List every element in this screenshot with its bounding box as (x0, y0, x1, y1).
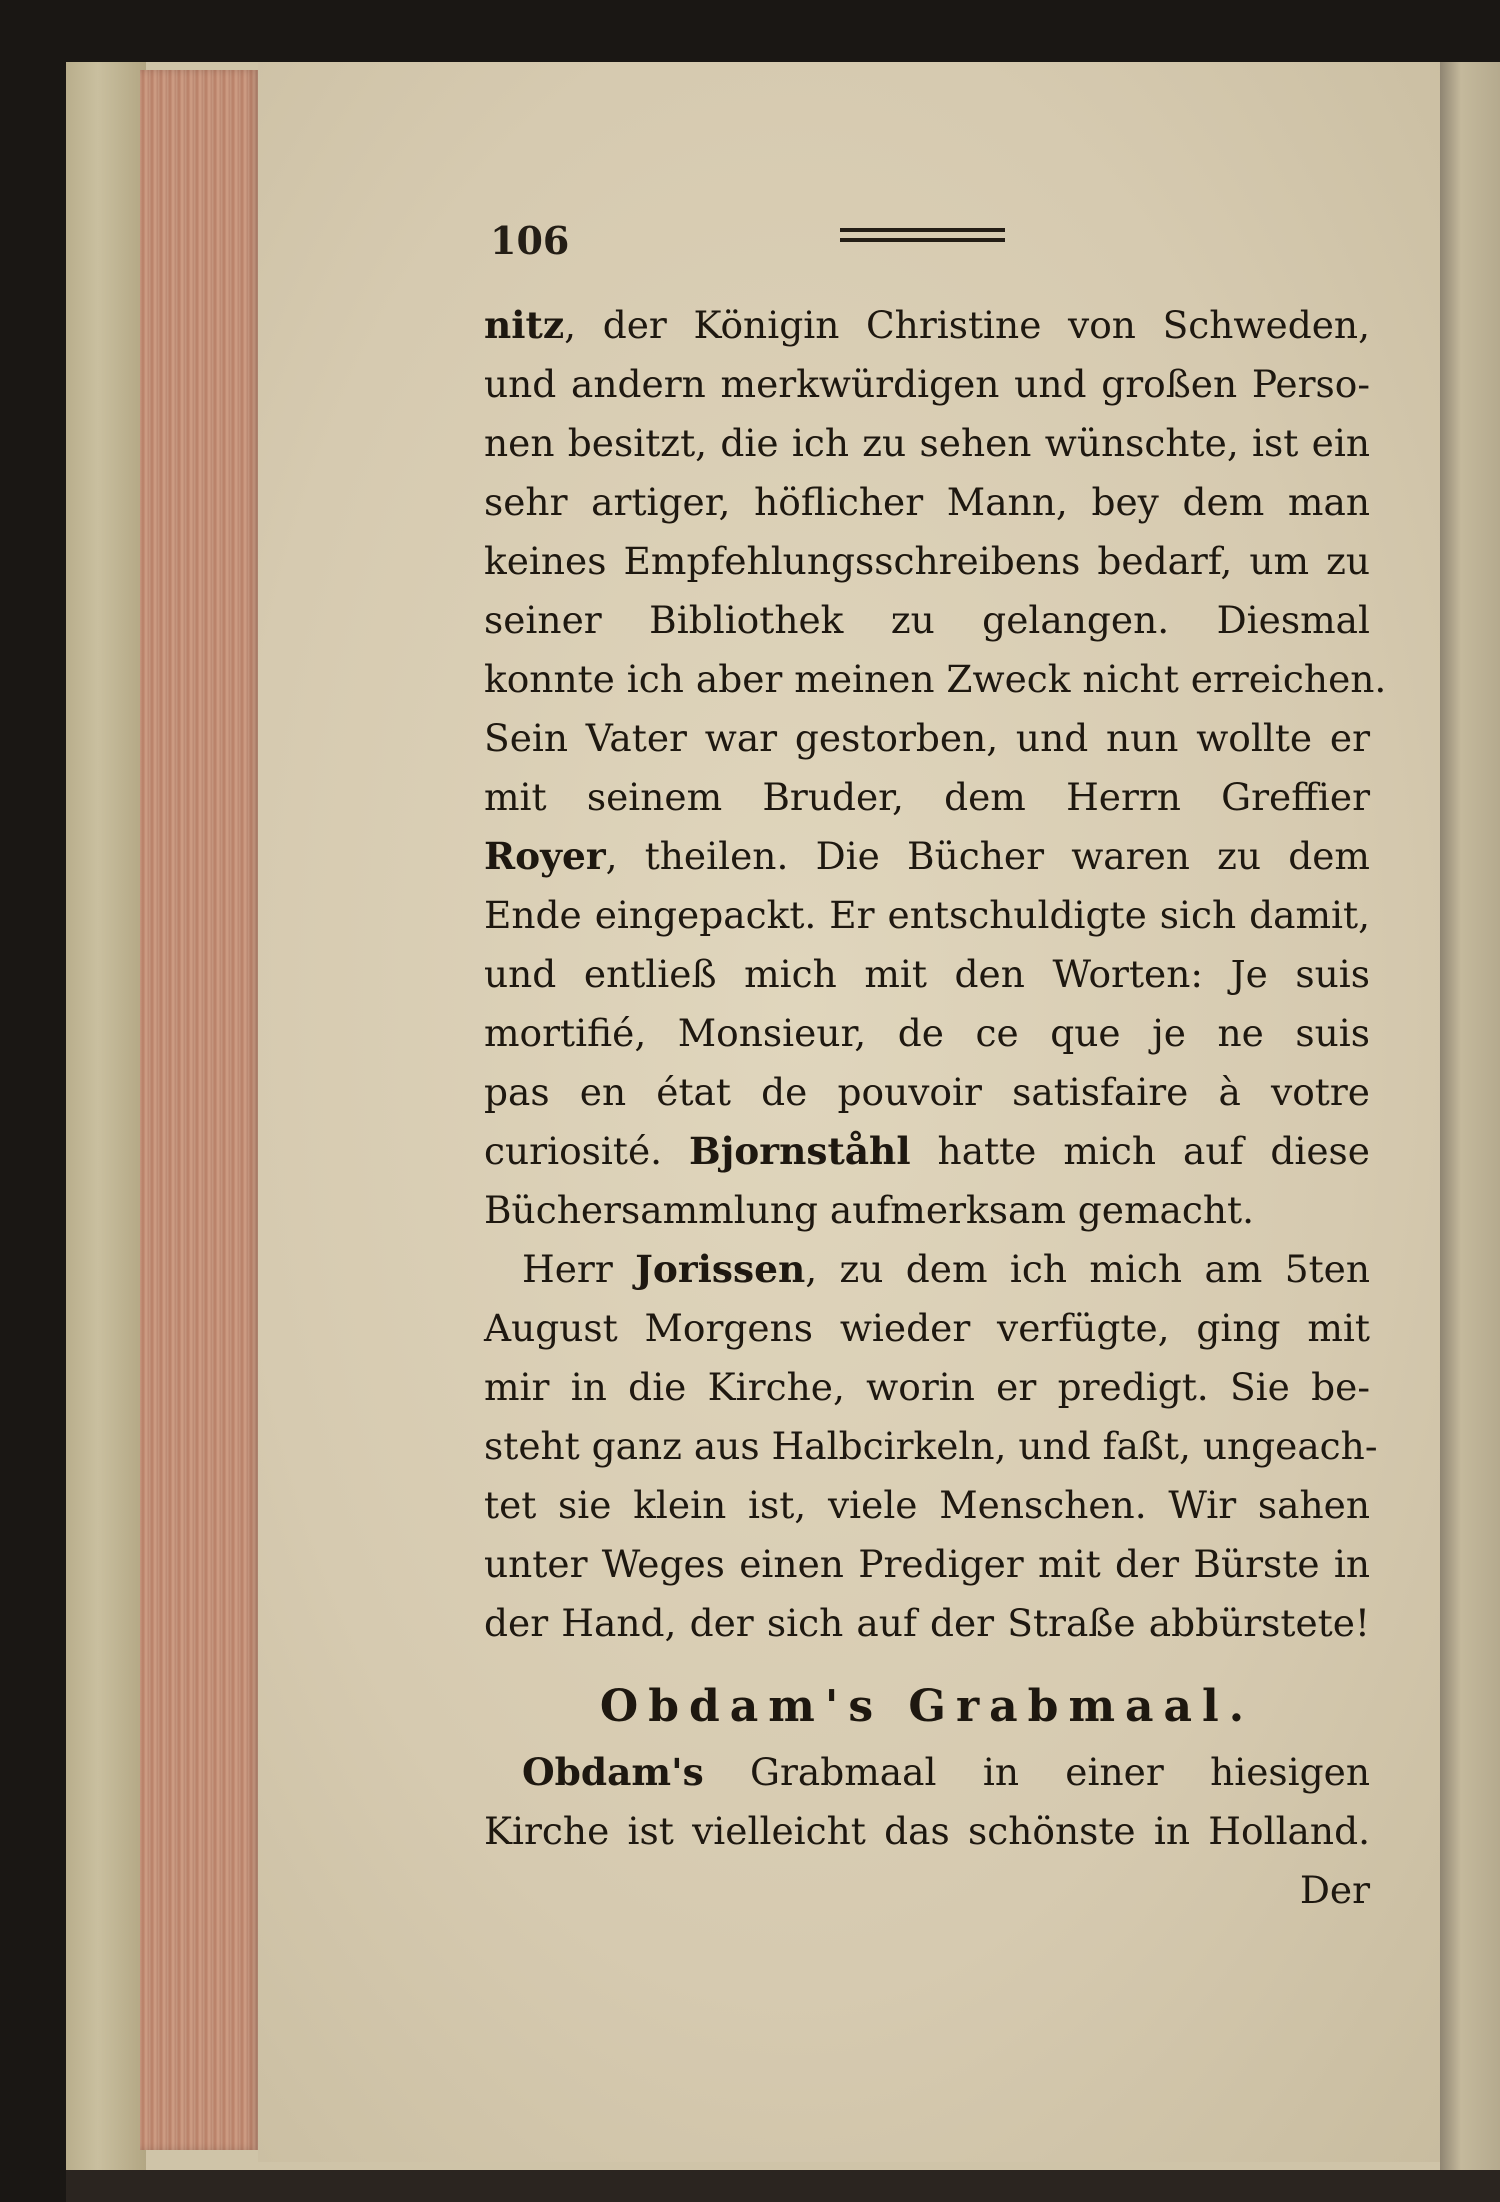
text-run: der Hand, der sich auf der Straße abbürstete! (484, 1601, 1370, 1645)
text-line (484, 1122, 1370, 1181)
text-run: sehr artiger, höflicher Mann, bey dem man (484, 480, 1370, 524)
text-line (484, 296, 1370, 355)
text-run: Kirche ist vielleicht das schönste in Holland. (484, 1809, 1370, 1853)
book-gutter (1440, 62, 1500, 2182)
text-line (484, 1181, 1370, 1240)
header-rule (840, 228, 1005, 232)
text-run: seiner Bibliothek zu gelangen. Diesmal (484, 598, 1370, 642)
bold-name: Royer (484, 834, 606, 878)
text-line (484, 650, 1387, 709)
text-run: hatte mich auf diese (910, 1129, 1370, 1173)
paragraph-1 (484, 296, 1387, 1240)
text-line (484, 473, 1370, 532)
page-header (490, 218, 1370, 268)
text-line (484, 886, 1370, 945)
text-line (484, 1594, 1370, 1653)
text-run: , theilen. Die Bücher waren zu dem (605, 834, 1370, 878)
text-line (484, 1299, 1370, 1358)
text-run: Herr (522, 1247, 636, 1291)
bold-name: Bjornståhl (689, 1129, 911, 1173)
text-run: unter Weges einen Prediger mit der Bürste in (484, 1542, 1370, 1586)
text-line (484, 1535, 1370, 1594)
page-edges (140, 70, 260, 2150)
text-line (484, 1802, 1370, 1861)
text-run: Ende eingepackt. Er entschuldigte sich damit, (484, 893, 1370, 937)
page-body (484, 296, 1387, 1920)
section-heading: Obdam's Grabmaal. (599, 1681, 1255, 1732)
text-run: keines Empfehlungsschreibens bedarf, um zu (484, 539, 1370, 583)
text-run: pas en état de pouvoir satisfaire à votre (484, 1070, 1370, 1114)
text-line (484, 1417, 1378, 1476)
text-line (484, 591, 1370, 650)
text-run: , zu dem ich mich am 5ten (805, 1247, 1370, 1291)
text-line (484, 1240, 1370, 1299)
text-run: Grabmaal in einer hiesigen (703, 1750, 1370, 1794)
text-run: konnte ich aber meinen Zweck nicht erreichen. (484, 657, 1387, 701)
text-line (484, 1476, 1370, 1535)
header-rule (840, 238, 1005, 242)
text-run: August Morgens wieder verfügte, ging mit (484, 1306, 1370, 1350)
text-run: , der Königin Christine von Schweden, (564, 303, 1370, 347)
paragraph-3 (484, 1743, 1370, 1861)
text-line (484, 414, 1370, 473)
text-run: Sein Vater war gestorben, und nun wollte er (484, 716, 1370, 760)
text-line (484, 355, 1370, 414)
bold-name: Jorissen (635, 1247, 806, 1291)
text-line (484, 1358, 1370, 1417)
text-line (484, 768, 1370, 827)
text-run: curiosité. (484, 1129, 690, 1173)
text-run: Büchersammlung aufmerksam gemacht. (484, 1188, 1255, 1232)
text-line (484, 827, 1370, 886)
text-run: tet sie klein ist, viele Menschen. Wir sahen (484, 1483, 1370, 1527)
text-run: mortifié, Monsieur, de ce que je ne suis (484, 1011, 1370, 1055)
text-run: mir in die Kirche, worin er predigt. Sie be- (484, 1365, 1370, 1409)
text-line (484, 532, 1370, 591)
text-line (484, 945, 1370, 1004)
text-line (484, 1063, 1370, 1122)
text-line (484, 1004, 1370, 1063)
bold-name: nitz (484, 303, 565, 347)
text-line (484, 1743, 1370, 1802)
paragraph-2 (484, 1240, 1378, 1653)
text-run: und andern merkwürdigen und großen Perso- (484, 362, 1370, 406)
catchword: Der (1299, 1868, 1370, 1912)
text-run: steht ganz aus Halbcirkeln, und faßt, ungeach- (484, 1424, 1378, 1468)
bottom-shadow (66, 2170, 1500, 2202)
page-number: 106 (490, 218, 570, 263)
text-run: mit seinem Bruder, dem Herrn Greffier (484, 775, 1370, 819)
text-run: nen besitzt, die ich zu sehen wünschte, ist ein (484, 421, 1370, 465)
bold-name: Obdam's (522, 1750, 704, 1794)
text-line (484, 709, 1370, 768)
book-cover-edge (66, 62, 146, 2172)
text-run: und entließ mich mit den Worten: Je suis (484, 952, 1370, 996)
